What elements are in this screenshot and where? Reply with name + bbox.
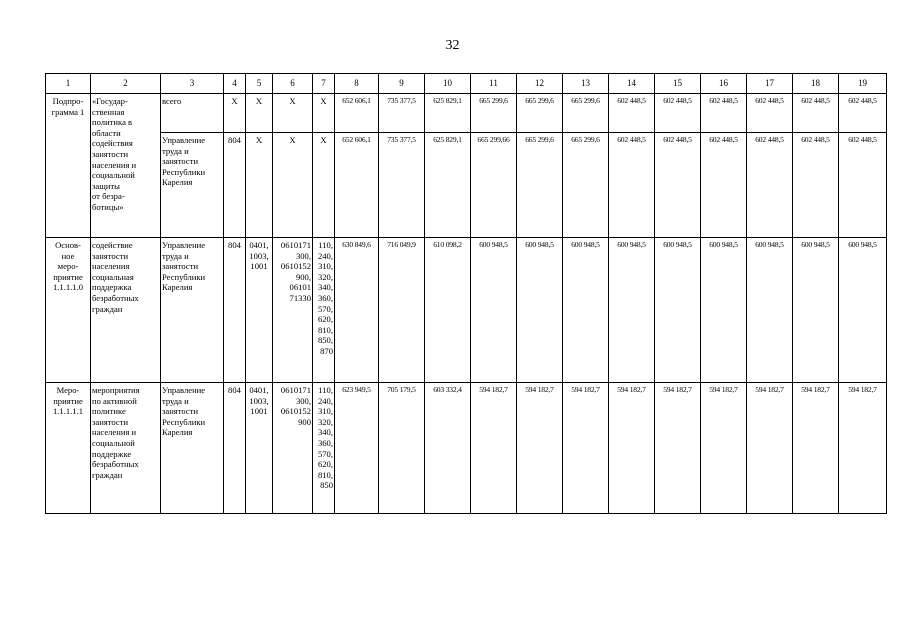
value-cell: 665 299,6 [471, 94, 517, 133]
col-header: 3 [161, 74, 224, 94]
value-cell: 716 049,9 [379, 238, 425, 383]
col-header: 17 [747, 74, 793, 94]
value-cell: 630 849,6 [335, 238, 379, 383]
col-header: 4 [224, 74, 246, 94]
page-number: 32 [445, 38, 460, 53]
col-header: 1 [46, 74, 91, 94]
value-cell: 625 829,1 [425, 133, 471, 238]
value-cell: 594 182,7 [701, 383, 747, 514]
value-cell: 652 606,1 [335, 133, 379, 238]
cell-executor: всего [161, 94, 224, 133]
value-cell: 600 948,5 [563, 238, 609, 383]
col-header: 8 [335, 74, 379, 94]
value-cell: 600 948,5 [793, 238, 839, 383]
cell-status: Основ- ное меро- приятие 1.1.1.1.0 [46, 238, 91, 383]
cell-csr: 0610171 300, 0610152 900 [273, 383, 313, 514]
cell-status: Меро- приятие 1.1.1.1.1 [46, 383, 91, 514]
value-cell: 705 179,5 [379, 383, 425, 514]
col-header: 19 [839, 74, 887, 94]
cell-name: «Государ- ственная политика в области содействия занятости населения и социальной защиты от безра- ботицы» [91, 94, 161, 238]
cell-csr: Х [273, 133, 313, 238]
col-header: 5 [246, 74, 273, 94]
value-cell: 594 182,7 [793, 383, 839, 514]
value-cell: 594 182,7 [839, 383, 887, 514]
value-cell: 602 448,5 [747, 133, 793, 238]
cell-executor: Управление труда и занятости Республики Карелия [161, 133, 224, 238]
value-cell: 600 948,5 [471, 238, 517, 383]
value-cell: 602 448,5 [839, 94, 887, 133]
cell-rzpr: Х [246, 133, 273, 238]
col-header: 10 [425, 74, 471, 94]
table-row-measure [46, 383, 887, 514]
value-cell: 625 829,1 [425, 94, 471, 133]
col-header: 6 [273, 74, 313, 94]
cell-grbs: 804 [224, 133, 246, 238]
cell-vr: 110, 240, 310, 320, 340, 360, 570, 620, 810, 850, 870 [313, 238, 335, 383]
value-cell: 600 948,5 [747, 238, 793, 383]
value-cell: 600 948,5 [701, 238, 747, 383]
cell-vr: Х [313, 94, 335, 133]
cell-name: мероприятия по активной политике занятости населения и социальной поддержке безработных граждан [91, 383, 161, 514]
cell-grbs: 804 [224, 383, 246, 514]
cell-rzpr: Х [246, 94, 273, 133]
col-header: 15 [655, 74, 701, 94]
col-header: 13 [563, 74, 609, 94]
cell-rzpr: 0401, 1003, 1001 [246, 383, 273, 514]
value-cell: 602 448,5 [839, 133, 887, 238]
col-header: 12 [517, 74, 563, 94]
value-cell: 735 377,5 [379, 133, 425, 238]
table-row-main-activity [46, 238, 887, 383]
cell-vr: 110, 240, 310, 320, 340, 360, 570, 620, 810, 850 [313, 383, 335, 514]
value-cell: 665 299,66 [471, 133, 517, 238]
value-cell: 610 098,2 [425, 238, 471, 383]
value-cell: 602 448,5 [609, 94, 655, 133]
col-header: 2 [91, 74, 161, 94]
table-row-subprogram-total [46, 94, 887, 133]
value-cell: 594 182,7 [471, 383, 517, 514]
cell-status: Подпро- грамма 1 [46, 94, 91, 238]
value-cell: 602 448,5 [701, 133, 747, 238]
value-cell: 602 448,5 [793, 94, 839, 133]
table-row-subprogram-admin [46, 133, 887, 238]
value-cell: 602 448,5 [655, 94, 701, 133]
col-header: 18 [793, 74, 839, 94]
value-cell: 600 948,5 [655, 238, 701, 383]
value-cell: 603 332,4 [425, 383, 471, 514]
cell-csr: Х [273, 94, 313, 133]
value-cell: 665 299,6 [517, 133, 563, 238]
cell-grbs: 804 [224, 238, 246, 383]
value-cell: 665 299,6 [563, 133, 609, 238]
value-cell: 594 182,7 [747, 383, 793, 514]
value-cell: 594 182,7 [655, 383, 701, 514]
value-cell: 600 948,5 [609, 238, 655, 383]
value-cell: 735 377,5 [379, 94, 425, 133]
value-cell: 602 448,5 [701, 94, 747, 133]
cell-name: содействие занятости населения социальная поддержка безработных граждан [91, 238, 161, 383]
cell-rzpr: 0401, 1003, 1001 [246, 238, 273, 383]
value-cell: 602 448,5 [747, 94, 793, 133]
col-header: 11 [471, 74, 517, 94]
budget-table [45, 73, 887, 514]
cell-vr: Х [313, 133, 335, 238]
value-cell: 594 182,7 [609, 383, 655, 514]
col-header: 9 [379, 74, 425, 94]
value-cell: 602 448,5 [793, 133, 839, 238]
col-header: 7 [313, 74, 335, 94]
col-header: 14 [609, 74, 655, 94]
cell-executor: Управление труда и занятости Республики Карелия [161, 238, 224, 383]
cell-csr: 0610171 300, 0610152 900, 06101 71330 [273, 238, 313, 383]
value-cell: 602 448,5 [609, 133, 655, 238]
col-header: 16 [701, 74, 747, 94]
value-cell: 665 299,6 [563, 94, 609, 133]
value-cell: 594 182,7 [517, 383, 563, 514]
value-cell: 602 448,5 [655, 133, 701, 238]
value-cell: 665 299,6 [517, 94, 563, 133]
cell-executor: Управление труда и занятости Республики Карелия [161, 383, 224, 514]
value-cell: 623 949,5 [335, 383, 379, 514]
value-cell: 600 948,5 [839, 238, 887, 383]
value-cell: 600 948,5 [517, 238, 563, 383]
value-cell: 594 182,7 [563, 383, 609, 514]
value-cell: 652 606,1 [335, 94, 379, 133]
header-row [46, 74, 887, 94]
cell-grbs: Х [224, 94, 246, 133]
